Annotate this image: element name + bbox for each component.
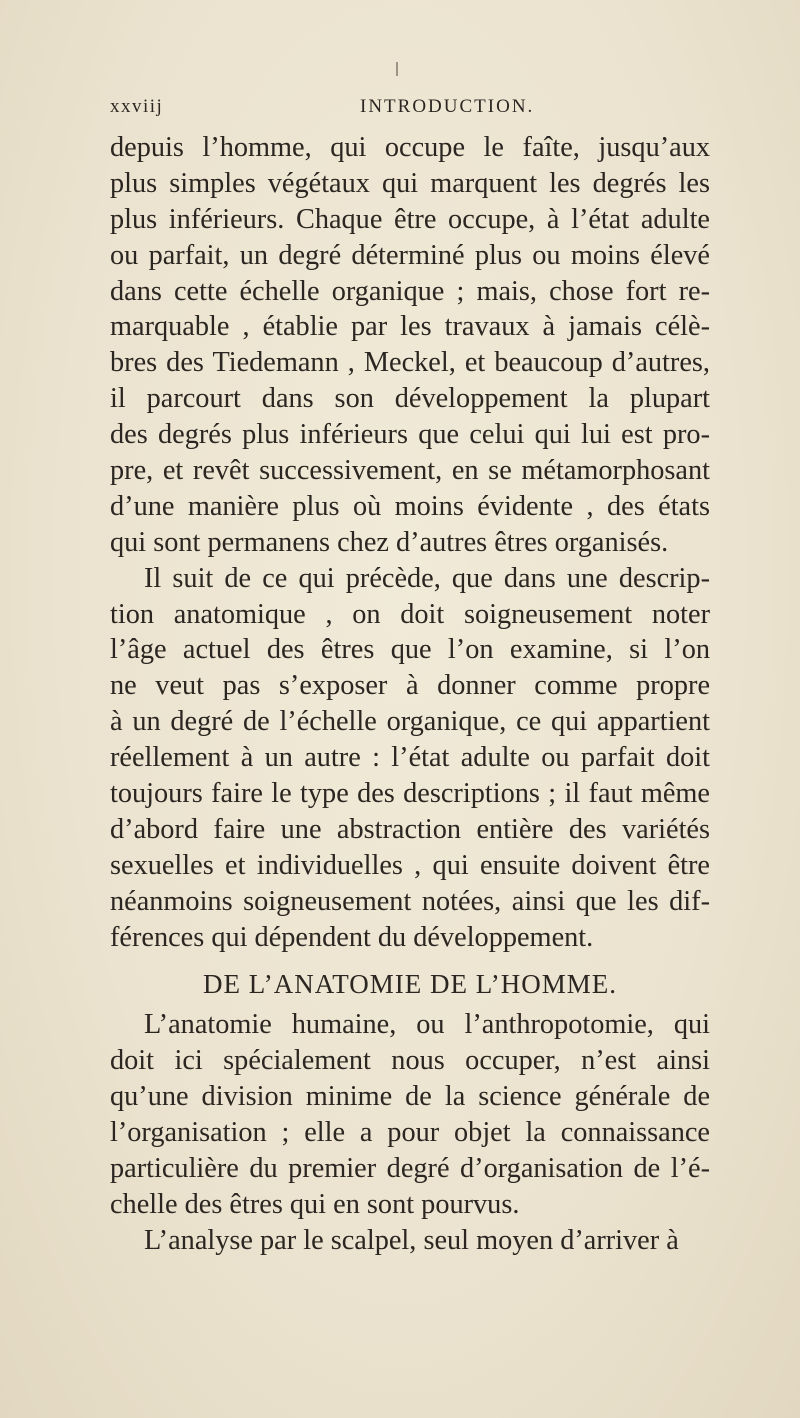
text-line: L’analyse par le scalpel, seul moyen d’arriver à [144, 1224, 679, 1256]
text-line: Il suit de ce qui précède, que dans une descrip- [144, 562, 710, 594]
text-line: marquable , établie par les travaux à jamais célè- [110, 311, 710, 343]
text-line: L’anatomie humaine, ou l’anthropotomie, qui [144, 1009, 710, 1041]
text-line: toujours faire le type des descriptions ; il faut même [110, 778, 710, 810]
text-line: férences qui dépendent du développement. [110, 921, 594, 953]
running-title: INTRODUCTION. [360, 96, 535, 117]
text-line: plus simples végétaux qui marquent les degrés les [110, 167, 710, 199]
text-line: plus inférieurs. Chaque être occupe, à l’état adulte [110, 203, 710, 235]
text-line: particulière du premier degré d’organisation de l’é- [110, 1153, 710, 1185]
text-line: l’organisation ; elle a pour objet la connaissance [110, 1117, 710, 1149]
text-line: d’une manière plus où moins évidente , des états [110, 490, 710, 522]
text-line: ne veut pas s’exposer à donner comme propre [110, 670, 710, 702]
text-line: d’abord faire une abstraction entière des variétés [110, 813, 710, 845]
text-line: des degrés plus inférieurs que celui qui lui est pro- [110, 419, 710, 451]
running-head [110, 96, 710, 126]
body-text [110, 130, 710, 1259]
text-line: qu’une division minime de la science générale de [110, 1081, 710, 1113]
text-line: bres des Tiedemann , Meckel, et beaucoup d’autres, [110, 347, 710, 379]
text-line: sexuelles et individuelles , qui ensuite doivent être [110, 849, 710, 881]
text-line: tion anatomique , on doit soigneusement noter [110, 598, 710, 630]
text-line: qui sont permanens chez d’autres êtres organisés. [110, 526, 669, 558]
text-line: pre, et revêt successivement, en se métamorphosant [110, 455, 710, 487]
text-line: à un degré de l’échelle organique, ce qui appartient [110, 706, 710, 738]
text-line: néanmoins soigneusement notées, ainsi que les dif- [110, 885, 710, 917]
text-line: depuis l’homme, qui occupe le faîte, jusqu’aux [110, 132, 710, 163]
page-number: xxviij [110, 96, 164, 117]
text-line: réellement à un autre : l’état adulte ou parfait doit [110, 742, 710, 774]
text-line: chelle des êtres qui en sont pourvus. [110, 1188, 520, 1220]
text-line: dans cette échelle organique ; mais, chose fort re- [110, 275, 710, 307]
text-line: doit ici spécialement nous occuper, n’est ainsi [110, 1045, 710, 1077]
text-line: l’âge actuel des êtres que l’on examine, si l’on [110, 634, 710, 666]
text-line: il parcourt dans son développement la plupart [110, 383, 710, 415]
section-heading: DE L’ANATOMIE DE L’HOMME. [203, 969, 617, 1000]
page-mark [396, 62, 398, 76]
text-line: ou parfait, un degré déterminé plus ou moins élevé [110, 239, 710, 271]
